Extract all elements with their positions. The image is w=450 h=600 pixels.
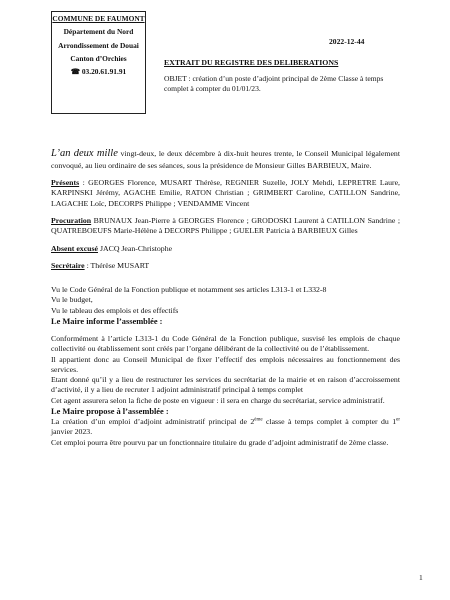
intro-rest: vingt-deux, le deux décembre à dix-huit heures trente, le Conseil Municipal légalement convoqué, au lieu ordinaire de ses séances, sous la présidence de Monsieur Gilles BARBIEUX, Maire.	[51, 149, 400, 170]
presents-text: : GEORGES Florence, MUSART Thérèse, REGNIER Suzelle, JOLY Mehdi, LEPRETRE Laure, KARPINSKI Jérémy, AGACHE Emilie, RATON Christian ; GRIMBERT Caroline, CATILLON Sandrine, LAGACHE Loïc, DECORPS Philippe ; VENDAMME Vincent	[51, 178, 400, 208]
intro-paragraph	[51, 147, 400, 171]
informe-paragraph-2: Il appartient donc au Conseil Municipal de fixer l’effectif des emplois nécessaires au fonctionnement des services.	[51, 354, 400, 374]
phone-number: 03.20.61.91.91	[81, 67, 127, 76]
propose-paragraph-2: Cet emploi pourra être pourvu par un fonctionnaire titulaire du grade d’adjoint administratif de 2ème classe.	[51, 437, 389, 447]
deliberation-date: 2022-12-44	[329, 37, 365, 46]
propose-sup-1: ème	[254, 417, 263, 423]
objet-text: OBJET : création d’un poste d’adjoint principal de 2ème Classe à temps complet à compter du 01/01/23.	[164, 74, 384, 94]
canton: Canton d’Orchies	[70, 53, 127, 63]
procuration-paragraph	[51, 216, 400, 237]
vu-code: Vu le Code Général de la Fonction publique et notamment ses articles L313-1 et L332-8	[51, 285, 327, 295]
informe-paragraph-1: Conformément à l’article L313-1 du Code Général de la Fonction publique, susvisé les emplois de chaque collectivité ou établissement sont créés par l’organe délibérant de la collectivité ou de l’établissement.	[51, 334, 400, 354]
vu-budget: Vu le budget,	[51, 295, 93, 305]
informe-paragraph-3: Etant donné qu’il y a lieu de restructurer les services du secrétariat de la mairie et en raison d’accroissement d’activité, il y a lieu de recruter 1 adjoint administratif principal à temps complet	[51, 375, 400, 395]
secretaire-paragraph	[51, 261, 400, 271]
propose-text-b: classe à temps complet à compter du 1	[262, 417, 397, 427]
departement: Département du Nord	[63, 27, 134, 37]
propose-paragraph-1	[51, 417, 400, 438]
commune-header-box	[51, 11, 146, 114]
commune-name: COMMUNE DE FAUMONT	[52, 14, 145, 23]
secretaire-text: : Thérèse MUSART	[84, 260, 150, 270]
propose-text-c: janvier 2023.	[51, 427, 93, 437]
procuration-text: BRUNAUX Jean-Pierre à GEORGES Florence ; GRODOSKI Laurent à CATILLON Sandrine ; QUATREBOEUFS Marie-Hélène à DECORPS Philippe ; GUELER Patricia à BARBIEUX Gilles	[51, 215, 400, 236]
extrait-title: EXTRAIT DU REGISTRE DES DELIBERATIONS	[164, 58, 339, 67]
phone-icon: ☎	[70, 67, 80, 76]
propose-sup-2: er	[396, 417, 400, 423]
informe-paragraph-4: Cet agent assurera selon la fiche de poste en vigueur : il sera en charge du secrétariat, service administratif.	[51, 395, 385, 405]
propose-text-a: La création d’un emploi d’adjoint administratif principal de 2	[51, 417, 255, 427]
document-body	[51, 147, 400, 448]
procuration-label: Procuration	[51, 215, 92, 225]
vu-tableau: Vu le tableau des emplois et des effectifs	[51, 305, 179, 315]
presents-label: Présents	[51, 178, 80, 188]
phone-line	[52, 67, 145, 76]
presents-paragraph	[51, 178, 400, 209]
intro-lead: L’an deux mille	[51, 148, 118, 159]
arrondissement: Arrondissement de Douai	[58, 40, 139, 50]
page-number: 1	[419, 573, 423, 582]
absent-label: Absent excusé	[51, 243, 98, 253]
absent-text: JACQ Jean-Christophe	[98, 243, 173, 253]
absent-paragraph	[51, 244, 400, 254]
secretaire-label: Secrétaire	[51, 260, 85, 270]
maire-propose-heading: Le Maire propose à l’assemblée :	[51, 407, 169, 417]
maire-informe-heading: Le Maire informe l’assemblée :	[51, 316, 163, 326]
